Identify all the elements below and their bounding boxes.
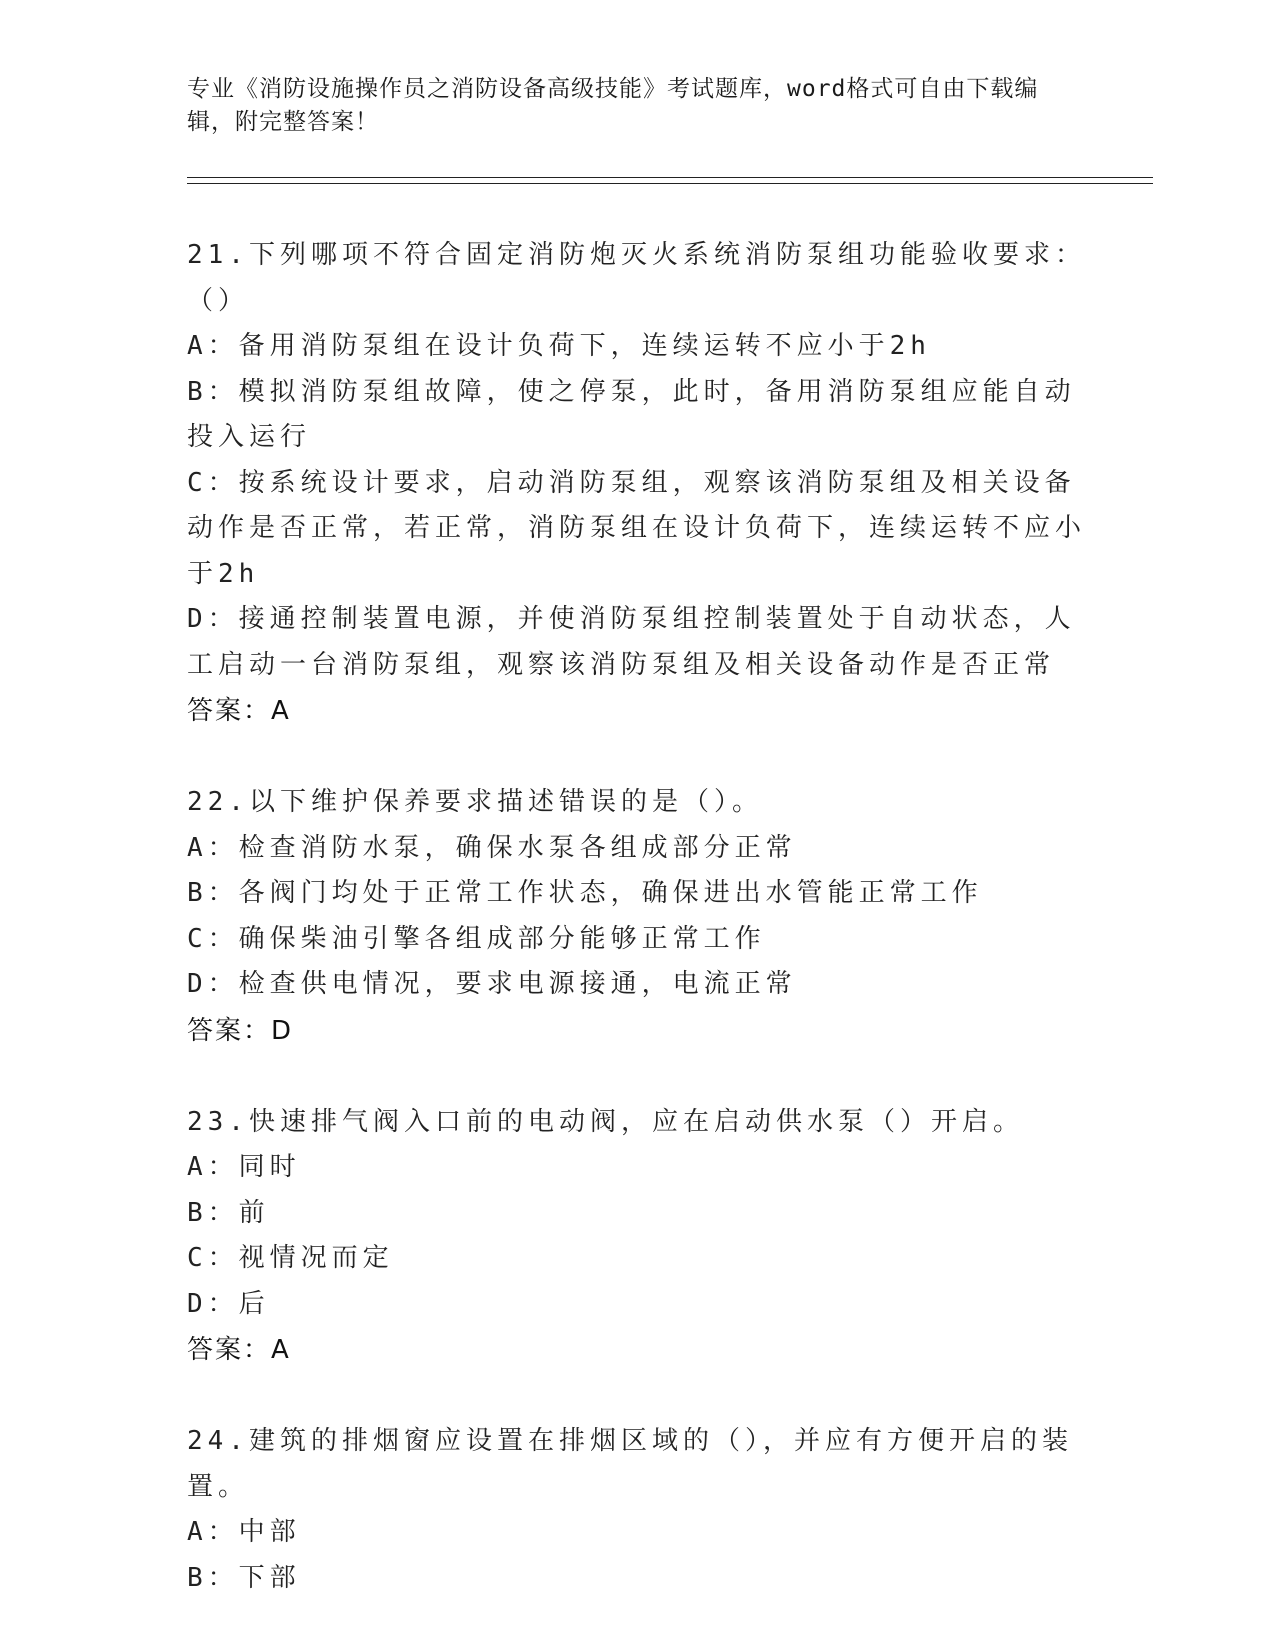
- question-stem: 24.建筑的排烟窗应设置在排烟区域的（），并应有方便开启的装置。: [187, 1426, 1073, 1502]
- answer-value: A: [271, 696, 291, 726]
- option-c: C：视情况而定: [187, 1243, 394, 1273]
- document-header: 专业《消防设施操作员之消防设备高级技能》考试题库，word格式可自由下载编辑，附完整答案！: [187, 76, 1039, 135]
- option-b: B：下部: [187, 1562, 301, 1593]
- option-d: D：后: [187, 1288, 270, 1319]
- question-21: [187, 233, 1087, 734]
- option-c: C：确保柴油引擎各组成部分能够正常工作: [187, 923, 766, 954]
- answer-line: [187, 1327, 1087, 1373]
- option-c: C：按系统设计要求，启动消防泵组，观察该消防泵组及相关设备动作是否正常，若正常，消防泵组在设计负荷下，连续运转不应小于2h: [187, 467, 1087, 589]
- header-divider-top: [187, 177, 1153, 178]
- option-a: A：同时: [187, 1152, 301, 1182]
- answer-label: 答案：: [187, 1335, 272, 1365]
- question-list: [187, 233, 1087, 1647]
- option-a: A：备用消防泵组在设计负荷下，连续运转不应小于2h: [187, 331, 931, 361]
- answer-label: 答案：: [187, 696, 272, 726]
- option-b: B：各阀门均处于正常工作状态，确保进出水管能正常工作: [187, 878, 983, 908]
- option-a: A：检查消防水泵，确保水泵各组成部分正常: [187, 832, 797, 863]
- answer-value: A: [271, 1335, 291, 1365]
- question-24: [187, 1419, 1087, 1601]
- question-22: [187, 780, 1087, 1054]
- answer-value: D: [271, 1015, 294, 1046]
- answer-line: [187, 1008, 1087, 1054]
- question-stem: 21.下列哪项不符合固定消防炮灭火系统消防泵组功能验收要求：（）: [187, 240, 1086, 316]
- option-a: A：中部: [187, 1517, 301, 1547]
- option-d: D：检查供电情况，要求电源接通，电流正常: [187, 969, 797, 999]
- option-b: B：模拟消防泵组故障，使之停泵，此时，备用消防泵组应能自动投入运行: [187, 376, 1076, 452]
- header-divider-bottom: [187, 183, 1153, 184]
- answer-line: [187, 688, 1087, 734]
- option-d: D：接通控制装置电源，并使消防泵组控制装置处于自动状态，人工启动一台消防泵组，观察该消防泵组及相关设备动作是否正常: [187, 604, 1076, 680]
- question-stem: 23.快速排气阀入口前的电动阀，应在启动供水泵（）开启。: [187, 1106, 1024, 1137]
- answer-label: 答案：: [187, 1015, 272, 1046]
- option-b: B：前: [187, 1197, 270, 1228]
- question-stem: 22.以下维护保养要求描述错误的是（）。: [187, 787, 763, 817]
- question-23: [187, 1100, 1087, 1374]
